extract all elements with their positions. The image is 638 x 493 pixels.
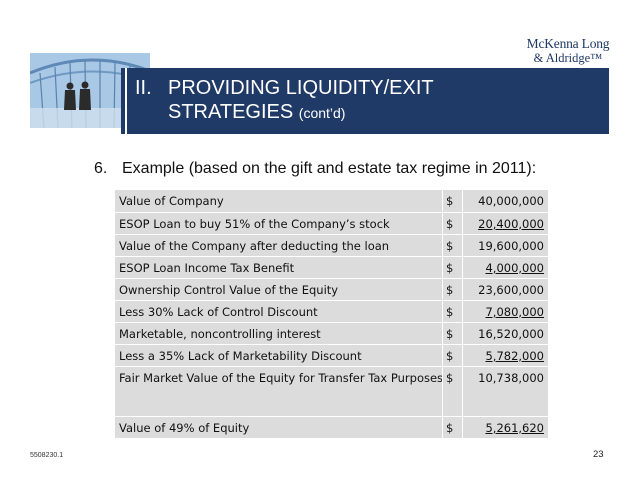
section-title-line-1: PROVIDING LIQUIDITY/EXIT [168, 77, 434, 99]
table-row [115, 256, 548, 278]
firm-logo [518, 37, 618, 65]
row-label: Ownership Control Value of the Equity [119, 282, 339, 297]
row-currency: $ [442, 279, 462, 300]
section-title [135, 76, 434, 125]
amount-value: 5,782,000 [485, 348, 544, 363]
banner-divider [125, 68, 127, 134]
row-currency: $ [442, 190, 462, 212]
row-amount [462, 345, 548, 366]
row-label: ESOP Loan Income Tax Benefit [119, 260, 295, 275]
amount-value: 23,600,000 [478, 282, 544, 297]
row-label: Value of Company [119, 194, 224, 208]
row-currency: $ [442, 367, 462, 416]
example-heading [94, 160, 536, 178]
row-amount [462, 279, 548, 300]
row-currency: $ [442, 257, 462, 278]
row-currency: $ [442, 301, 462, 322]
table-row [115, 190, 548, 212]
amount-value: 40,000,000 [478, 194, 544, 208]
row-currency: $ [442, 235, 462, 256]
row-label: Less a 35% Lack of Marketability Discount [119, 348, 362, 363]
row-amount [462, 417, 548, 438]
row-amount [462, 367, 548, 416]
table-row [115, 344, 548, 366]
page-number: 23 [593, 449, 604, 460]
amount-value: 5,261,620 [485, 420, 544, 435]
amount-value: 16,520,000 [478, 326, 544, 341]
row-label: Value of the Company after deducting the loan [119, 238, 390, 253]
example-number: 6. [94, 160, 108, 177]
row-currency: $ [442, 323, 462, 344]
row-label: Value of 49% of Equity [119, 420, 250, 435]
table-row [115, 322, 548, 344]
row-amount [462, 235, 548, 256]
table-row [115, 366, 548, 416]
section-title-line-2: STRATEGIES [168, 101, 294, 123]
table-row [115, 300, 548, 322]
row-amount [462, 213, 548, 234]
row-label: Marketable, noncontrolling interest [119, 326, 321, 341]
logo-line-2: & Aldridge™ [533, 51, 603, 65]
row-currency: $ [442, 213, 462, 234]
amount-value: 7,080,000 [485, 304, 544, 319]
row-label: ESOP Loan to buy 51% of the Company’s stock [119, 216, 390, 231]
amount-value: 10,738,000 [478, 371, 544, 385]
row-amount [462, 190, 548, 212]
row-amount [462, 323, 548, 344]
logo-line-1: McKenna Long [526, 36, 610, 51]
valuation-table [115, 190, 548, 438]
row-label: Less 30% Lack of Control Discount [119, 304, 318, 319]
table-row [115, 234, 548, 256]
document-id: 5508230.1 [30, 452, 64, 459]
row-label: Fair Market Value of the Equity for Transfer Tax Purposes [119, 371, 444, 385]
example-heading-text: Example (based on the gift and estate tax regime in 2011): [122, 160, 537, 177]
row-amount [462, 257, 548, 278]
table-row [115, 416, 548, 438]
amount-value: 19,600,000 [478, 238, 544, 253]
amount-value: 20,400,000 [478, 216, 544, 231]
row-currency: $ [442, 417, 462, 438]
section-title-suffix: (cont’d) [298, 105, 346, 121]
table-row [115, 212, 548, 234]
row-amount [462, 301, 548, 322]
amount-value: 4,000,000 [485, 260, 544, 275]
section-number: II. [135, 77, 152, 99]
table-row [115, 278, 548, 300]
row-currency: $ [442, 345, 462, 366]
